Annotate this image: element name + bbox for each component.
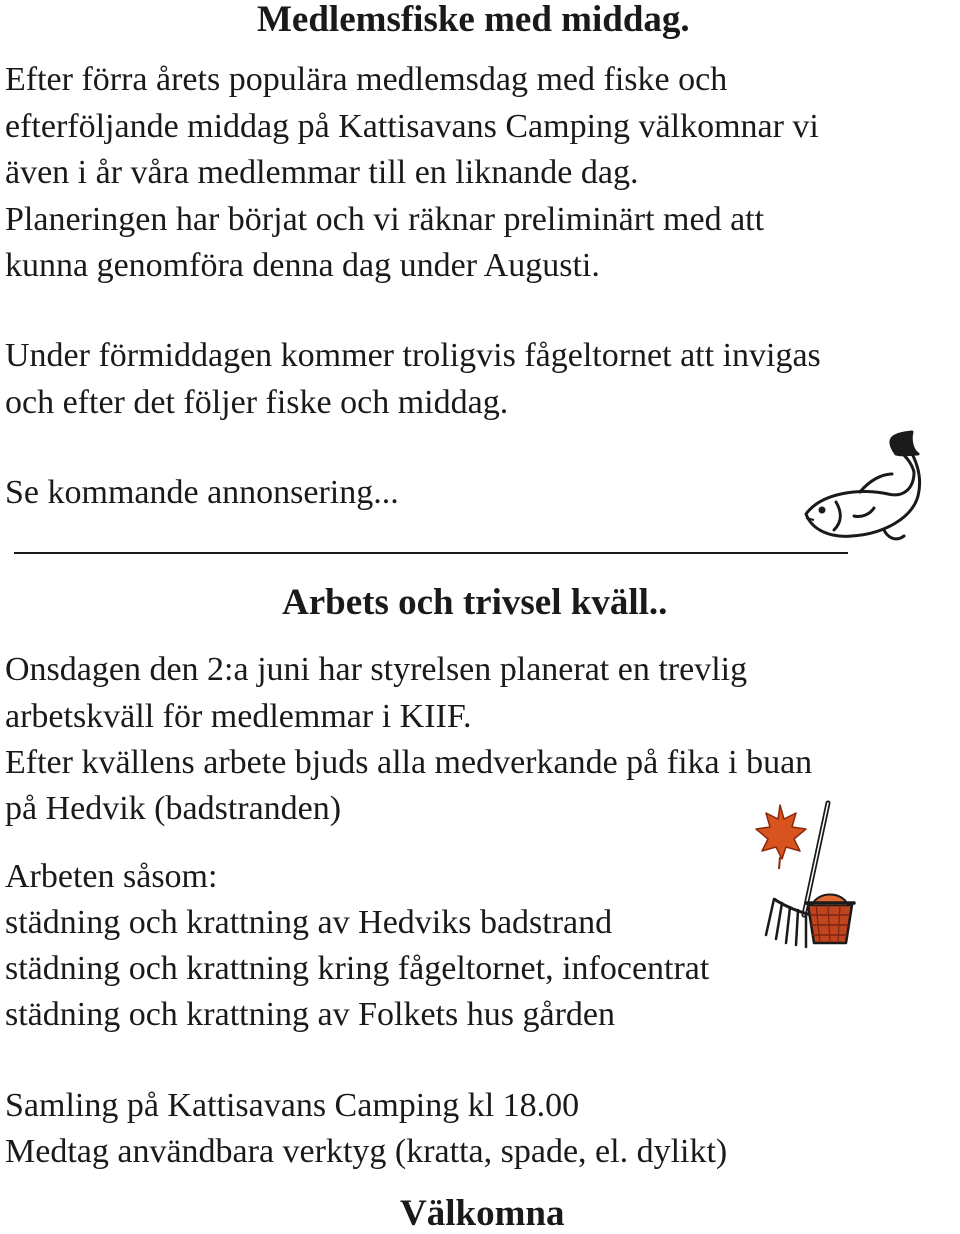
- intro-line-4: Planeringen har börjat och vi räknar preliminärt med att: [5, 201, 765, 238]
- plan-line-2: och efter det följer fiske och middag.: [5, 384, 509, 421]
- intro-line-3: även i år våra medlemmar till en liknande dag.: [5, 154, 639, 191]
- fish-icon: [800, 430, 930, 550]
- tasks-label: Arbeten såsom:: [5, 858, 218, 895]
- bring-tools: Medtag användbara verktyg (kratta, spade, el. dylikt): [5, 1133, 728, 1170]
- intro-line-5: kunna genomföra denna dag under Augusti.: [5, 247, 600, 284]
- closing-welcome: Välkomna: [400, 1193, 565, 1234]
- task-item-3: städning och krattning av Folkets hus gården: [5, 996, 616, 1033]
- meeting-place: Samling på Kattisavans Camping kl 18.00: [5, 1087, 580, 1124]
- work-line-3: Efter kvällens arbete bjuds alla medverkande på fika i buan: [5, 744, 813, 781]
- task-item-2: städning och krattning kring fågeltornet, infocentrat: [5, 950, 710, 987]
- announcement-note: Se kommande annonsering...: [5, 474, 399, 511]
- rake-and-basket-icon: [750, 795, 860, 955]
- section-title-medlemsfiske: Medlemsfiske med middag.: [257, 0, 690, 40]
- task-item-1: städning och krattning av Hedviks badstrand: [5, 904, 613, 941]
- section-title-arbetskvall: Arbets och trivsel kväll..: [282, 582, 668, 623]
- maple-leaf-icon: [756, 805, 806, 859]
- intro-line-1: Efter förra årets populära medlemsdag med fiske och: [5, 61, 728, 98]
- intro-line-2: efterföljande middag på Kattisavans Camping välkomnar vi: [5, 108, 819, 145]
- work-line-1: Onsdagen den 2:a juni har styrelsen planerat en trevlig: [5, 651, 748, 688]
- plan-line-1: Under förmiddagen kommer troligvis fågeltornet att invigas: [5, 337, 821, 374]
- section-divider: [14, 552, 848, 554]
- work-line-2: arbetskväll för medlemmar i KIIF.: [5, 698, 472, 735]
- work-line-4: på Hedvik (badstranden): [5, 790, 342, 827]
